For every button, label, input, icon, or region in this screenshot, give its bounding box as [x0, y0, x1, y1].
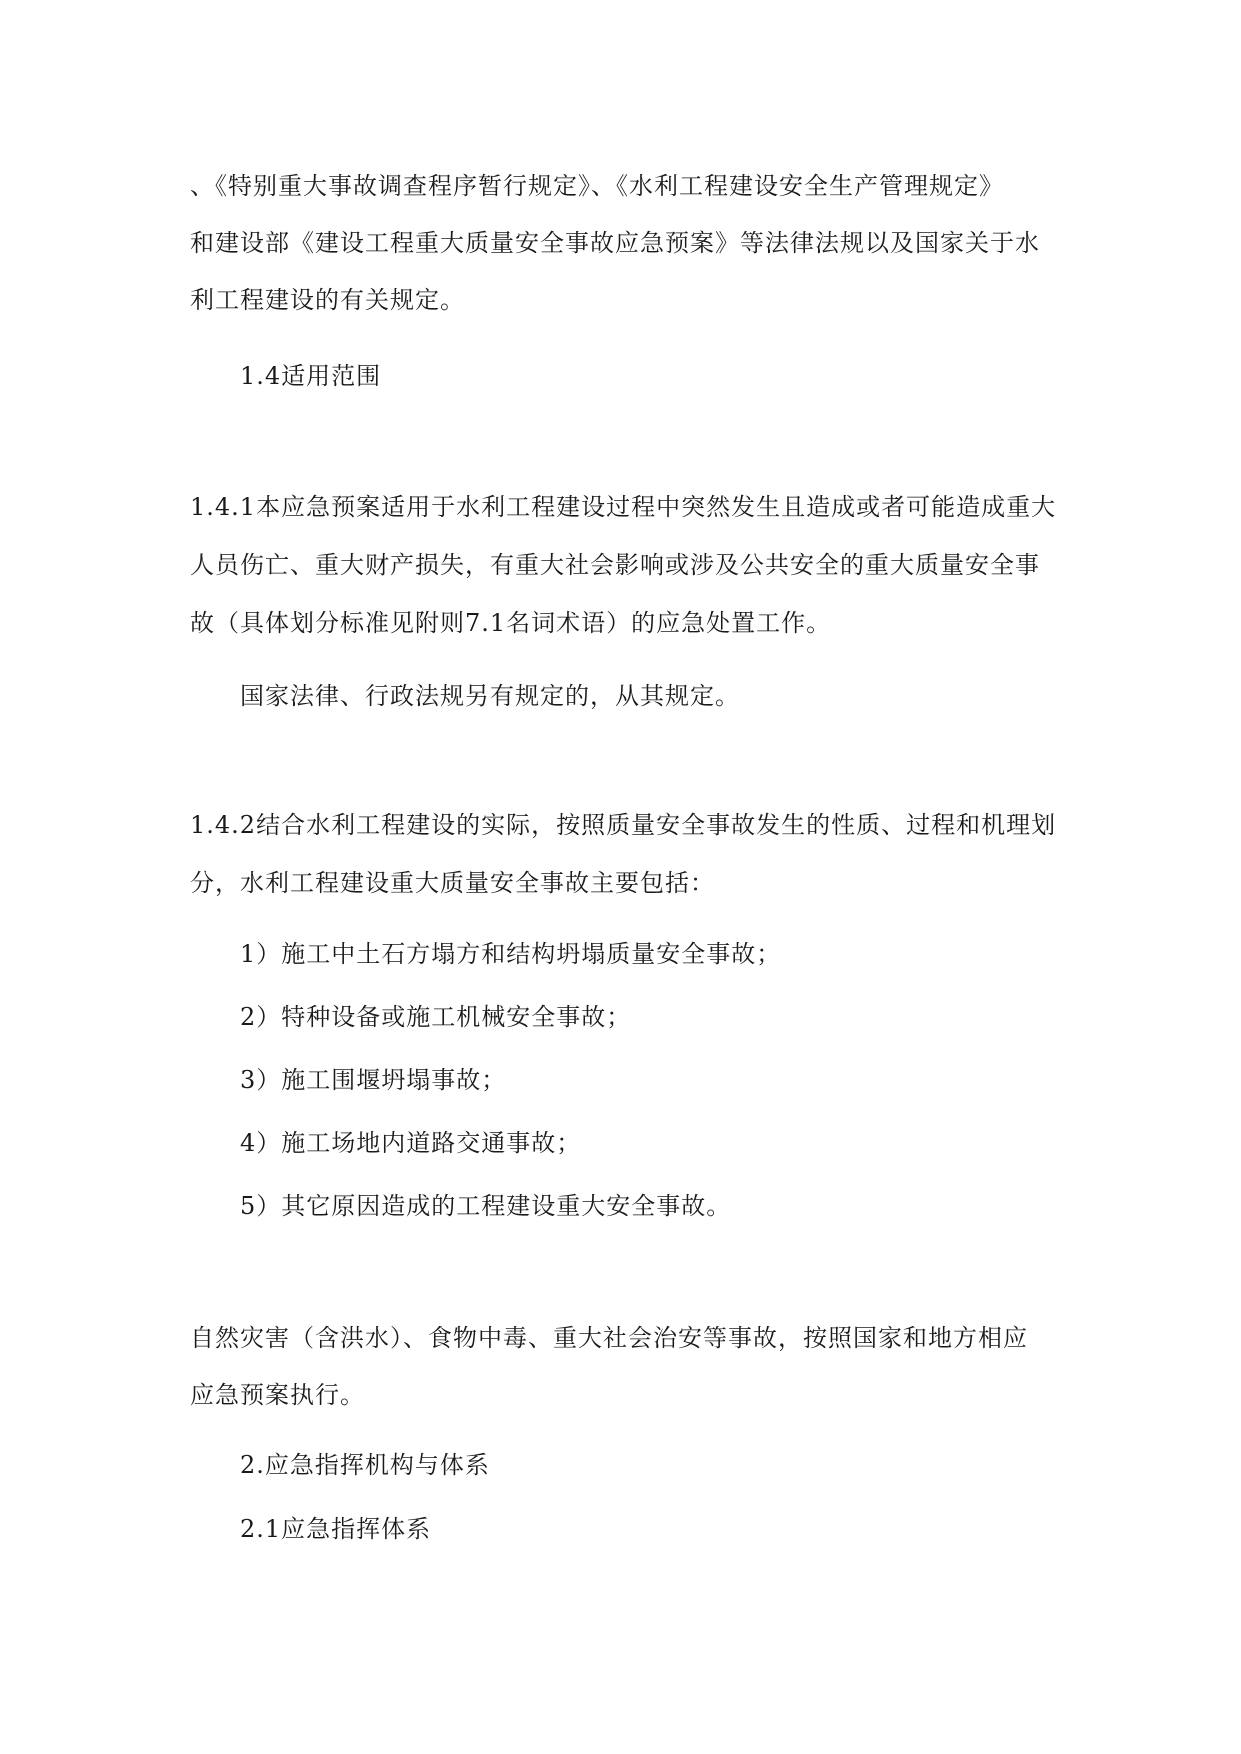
- text-line-8: 国家法律、行政法规另有规定的，从其规定。: [240, 682, 740, 710]
- text-line-3: 利工程建设的有关规定。: [190, 286, 465, 314]
- text-line-5: 1.4.1本应急预案适用于水利工程建设过程中突然发生且造成或者可能造成重大: [190, 493, 1057, 521]
- text-line-2: 和建设部《建设工程重大质量安全事故应急预案》等法律法规以及国家关于水: [190, 229, 1040, 257]
- text-line-6: 人员伤亡、重大财产损失，有重大社会影响或涉及公共安全的重大质量安全事: [190, 551, 1040, 579]
- text-line-16: 自然灾害（含洪水）、食物中毒、重大社会治安等事故，按照国家和地方相应: [190, 1324, 1028, 1352]
- text-line-1: 、《特别重大事故调查程序暂行规定》、《水利工程建设安全生产管理规定》: [190, 172, 1004, 200]
- list-item-5: 5）其它原因造成的工程建设重大安全事故。: [240, 1192, 732, 1220]
- section-heading-2: 2.应急指挥机构与体系: [240, 1451, 490, 1479]
- list-item-3: 3）施工围堰坍塌事故；: [240, 1066, 507, 1094]
- list-item-2: 2）特种设备或施工机械安全事故；: [240, 1003, 632, 1031]
- list-item-1: 1）施工中土石方塌方和结构坍塌质量安全事故；: [240, 940, 782, 968]
- list-item-4: 4）施工场地内道路交通事故；: [240, 1129, 582, 1157]
- text-line-9: 1.4.2结合水利工程建设的实际，按照质量安全事故发生的性质、过程和机理划: [190, 811, 1057, 839]
- text-line-17: 应急预案执行。: [190, 1381, 365, 1409]
- section-heading-1-4: 1.4适用范围: [240, 362, 382, 390]
- text-line-7: 故（具体划分标准见附则7.1名词术语）的应急处置工作。: [190, 609, 832, 637]
- text-line-10: 分，水利工程建设重大质量安全事故主要包括：: [190, 869, 715, 897]
- section-heading-2-1: 2.1应急指挥体系: [240, 1515, 432, 1543]
